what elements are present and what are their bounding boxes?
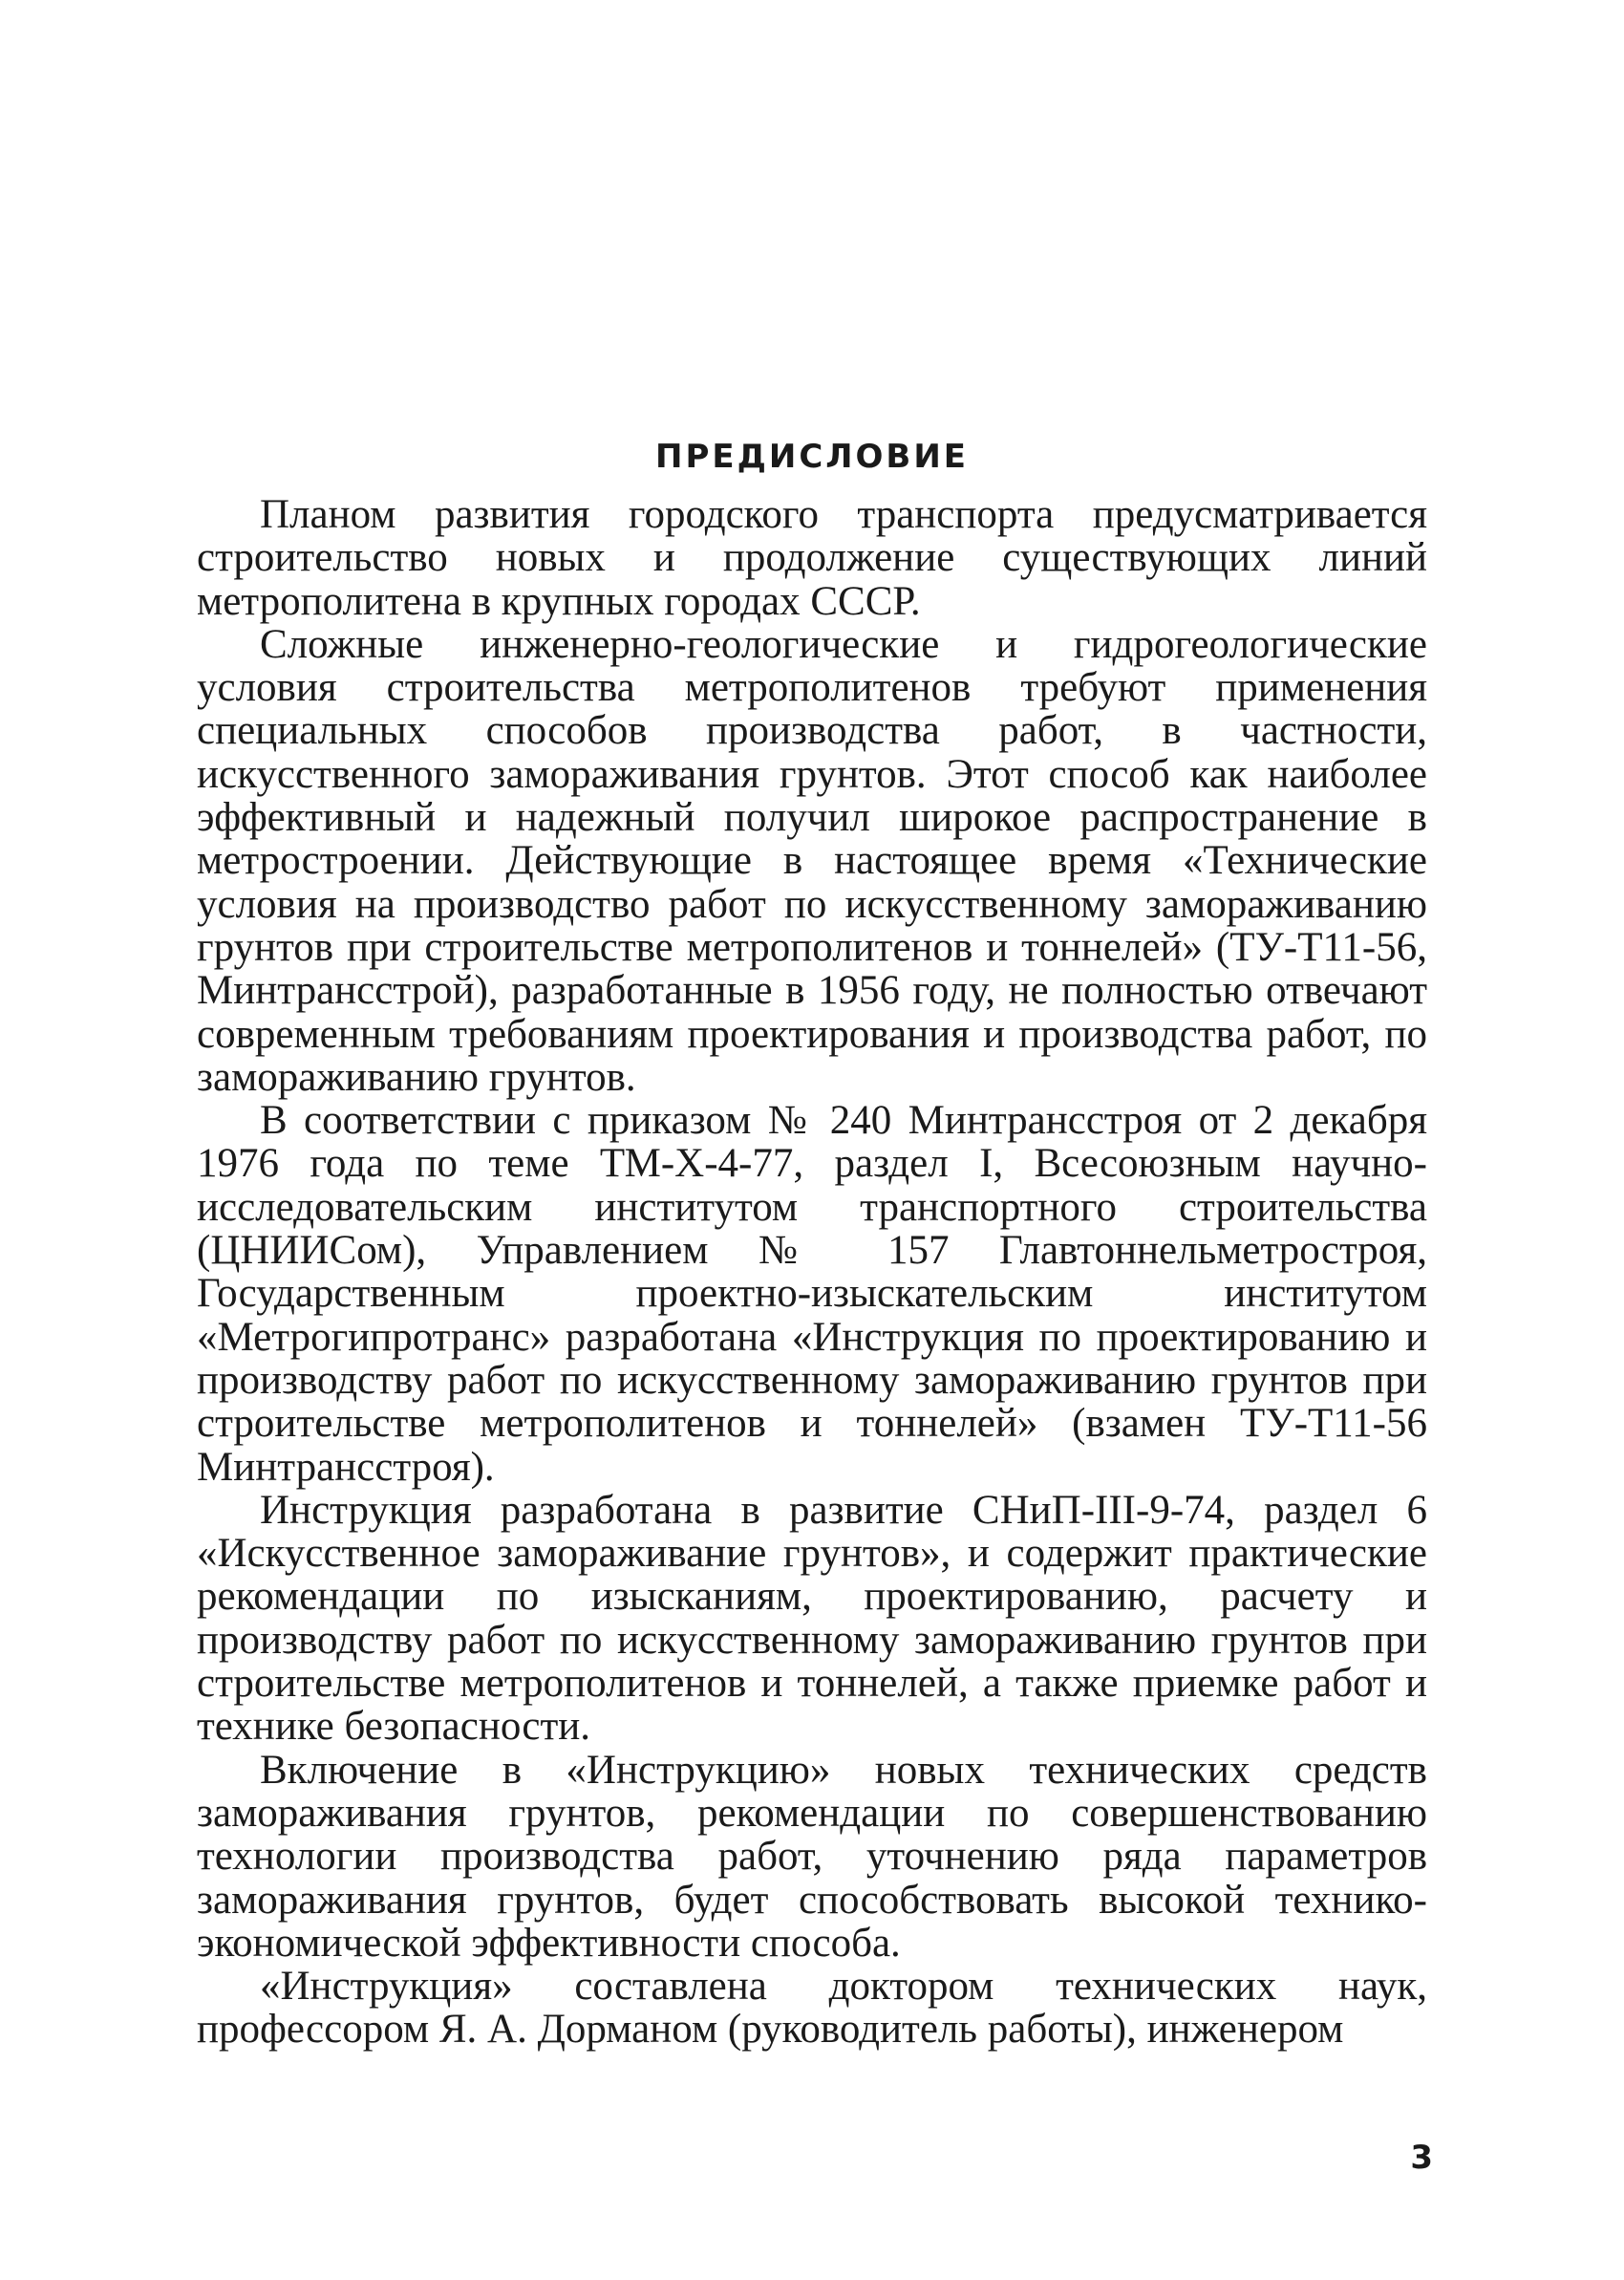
paragraph-2: Сложные инженерно-геологические и гидрогеологические условия строительства метрополитенов требуют применения специальных способов производства работ, в частности, искусственного замораживания грунтов. Этот способ как наиболее эффективный и надежный получил широкое распространение в метростроении. Действующие в настоящее время «Технические условия на производство работ по искусственному замораживанию грунтов при строительстве метрополитенов и тоннелей» (ТУ-Т11-56, Минтрансстрой), разработанные в 1956 году, не полностью отвечают современным требованиям проектирования и производства работ, по замораживанию грунтов. [197,621,1427,1100]
paragraph-3: В соответствии с приказом № 240 Минтрансстроя от 2 декабря 1976 года по теме ТМ-Х-4-77, раздел I, Всесоюзным научно-исследовательским институтом транспортного строительства (ЦНИИСом), Управлением № 157 Главтоннельметростроя, Государственным проектно-изыскательским институтом «Метрогипротранс» разработана «Инструкция по проектированию и производству работ по искусственному замораживанию грунтов при строительстве метрополитенов и тоннелей» (взамен ТУ-Т11-56 Минтрансстроя). [197,1098,1427,1490]
body-text [197,493,1427,2052]
paragraph-4: Инструкция разработана в развитие СНиП-III-9-74, раздел 6 «Искусственное замораживание грунтов», и содержит практические рекомендации по изысканиям, проектированию, расчету и производству работ по искусственному замораживанию грунтов при строительстве метрополитенов и тоннелей, а также приемке работ и технике безопасности. [197,1487,1427,1750]
paragraph-1: Планом развития городского транспорта предусматривается строительство новых и продолжение существующих линий метрополитена в крупных городах СССР. [197,492,1427,624]
paragraph-6: «Инструкция» составлена доктором технических наук, профессором Я. А. Дорманом (руководитель работы), инженером [197,1964,1427,2053]
paragraph-5: Включение в «Инструкцию» новых технических средств замораживания грунтов, рекомендации по совершенствованию технологии производства работ, уточнению ряда параметров замораживания грунтов, будет способствовать высокой технико-экономической эффективности способа. [197,1747,1427,1966]
page-number: 3 [1410,2139,1433,2177]
page-title: ПРЕДИСЛОВИЕ [654,438,970,476]
